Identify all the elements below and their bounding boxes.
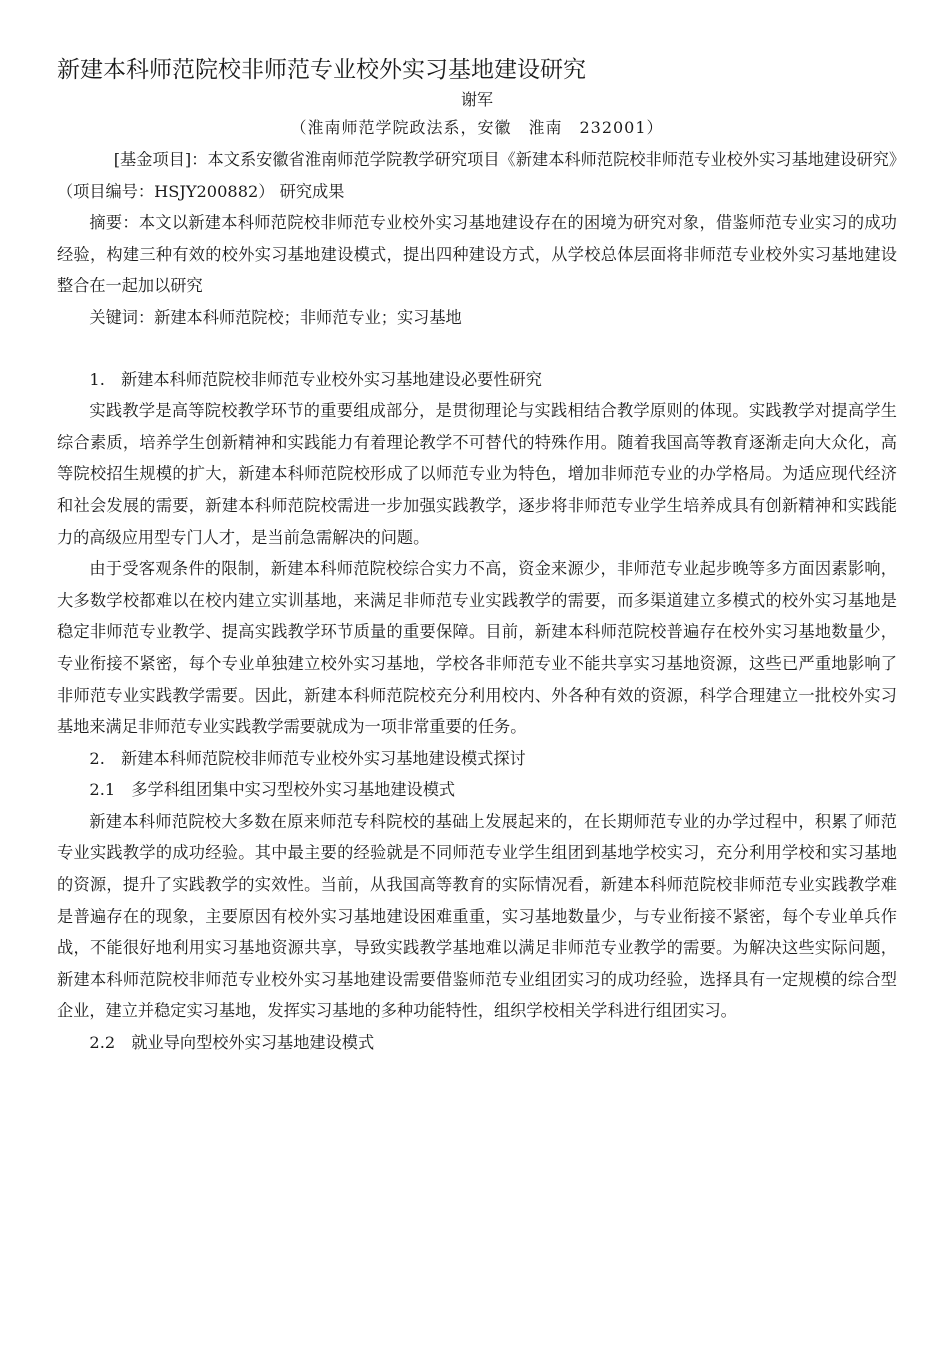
paper-page bbox=[57, 52, 897, 1059]
author-affiliation: （淮南师范学院政法系，安徽 淮南 232001） bbox=[290, 118, 664, 137]
section-2-1-paragraph-1: 新建本科师范院校大多数在原来师范专科院校的基础上发展起来的，在长期师范专业的办学过程中，积累了师范专业实践教学的成功经验。其中最主要的经验就是不同师范专业学生组团到基地学校实习，充分利用学校和实习基地的资源，提升了实践教学的实效性。当前，从我国高等教育的实际情况看，新建本科师范院校非师范专业实践教学难是普遍存在的现象，主要原因有校外实习基地建设困难重重，实习基地数量少，与专业衔接不紧密，每个专业单兵作战，不能很好地利用实习基地资源共享，导致实践教学基地难以满足非师范专业教学的需要。为解决这些实际问题，新建本科师范院校非师范专业校外实习基地建设需要借鉴师范专业组团实习的成功经验，选择具有一定规模的综合型企业，建立并稳定实习基地，发挥实习基地的多种功能特性，组织学校相关学科进行组团实习。 bbox=[57, 811, 897, 1021]
keywords: 关键词：新建本科师范院校；非师范专业；实习基地 bbox=[89, 307, 462, 327]
section-1-paragraph-1: 实践教学是高等院校教学环节的重要组成部分，是贯彻理论与实践相结合教学原则的体现。实践教学对提高学生综合素质，培养学生创新精神和实践能力有着理论教学不可替代的特殊作用。随着我国高等教育逐渐走向大众化，高等院校招生规模的扩大，新建本科师范院校形成了以师范专业为特色，增加非师范专业的办学格局。为适应现代经济和社会发展的需要，新建本科师范院校需进一步加强实践教学，逐步将非师范专业学生培养成具有创新精神和实践能力的高级应用型专门人才，是当前急需解决的问题。 bbox=[57, 401, 897, 547]
section-1-paragraph-2: 由于受客观条件的限制，新建本科师范院校综合实力不高，资金来源少，非师范专业起步晚等多方面因素影响，大多数学校都难以在校内建立实训基地，来满足非师范专业实践教学的需要，而多渠道建立多模式的校外实习基地是稳定非师范专业教学、提高实践教学环节质量的重要保障。目前，新建本科师范院校普遍存在校外实习基地数量少，专业衔接不紧密，每个专业单独建立校外实习基地，学校各非师范专业不能共享实习基地资源，这些已严重地影响了非师范专业实践教学需要。因此，新建本科师范院校充分利用校内、外各种有效的资源，科学合理建立一批校外实习基地来满足非师范专业实践教学需要就成为一项非常重要的任务。 bbox=[57, 559, 897, 737]
section-gap bbox=[57, 334, 897, 364]
fund-note: [基金项目]：本文系安徽省淮南师范学院教学研究项目《新建本科师范院校非师范专业校外实习基地建设研究》（项目编号：HSJY200882） 研究成果 bbox=[57, 150, 897, 201]
section-2-1-heading: 2.1 多学科组团集中实习型校外实习基地建设模式 bbox=[89, 780, 456, 800]
section-2-heading: 2. 新建本科师范院校非师范专业校外实习基地建设模式探讨 bbox=[89, 748, 526, 768]
section-1-heading: 1. 新建本科师范院校非师范专业校外实习基地建设必要性研究 bbox=[89, 369, 542, 389]
author-name: 谢军 bbox=[460, 90, 493, 109]
abstract: 摘要：本文以新建本科师范院校非师范专业校外实习基地建设存在的困境为研究对象，借鉴师范专业实习的成功经验，构建三种有效的校外实习基地建设模式，提出四种建设方式，从学校总体层面将非师范专业校外实习基地建设整合在一起加以研究 bbox=[57, 213, 897, 296]
paper-title: 新建本科师范院校非师范专业校外实习基地建设研究 bbox=[57, 57, 586, 83]
section-2-2-heading: 2.2 就业导向型校外实习基地建设模式 bbox=[89, 1033, 375, 1053]
